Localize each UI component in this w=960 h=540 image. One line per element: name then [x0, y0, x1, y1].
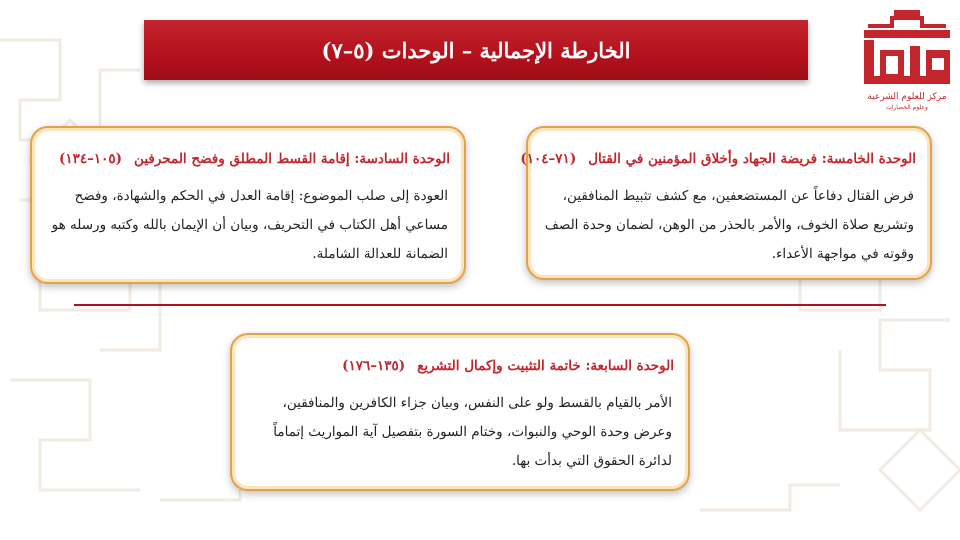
unit-card-7	[230, 333, 690, 491]
unit-card-6	[30, 126, 466, 284]
unit-range: (٧١–١٠٤)	[520, 151, 577, 167]
logo-tagline: وعلوم الحضارات	[886, 104, 928, 111]
unit-body: الأمر بالقيام بالقسط ولو على النفس، وبيان جزاء الكافرين والمنافقين، وعرض وحدة الوحي والنبوات، وختام السورة بتفصيل آية المواريث إتماماً لدائرة الحقوق التي بدأت بها.	[273, 395, 672, 469]
page-title: الخارطة الإجمالية – الوحدات (٥–٧)	[144, 20, 808, 80]
section-divider	[74, 304, 886, 306]
logo-subtitle: مركز للعلوم الشرعية	[867, 92, 947, 102]
unit-card-5	[520, 126, 932, 280]
unit-body: فرض القتال دفاعاً عن المستضعفين، مع كشف تثبيط المنافقين، وتشريع صلاة الخوف، والأمر بالحذر من الوهن، لضمان وحدة الصف وقوته في مواجهة الأعداء.	[544, 188, 914, 262]
unit-range: (١٠٥–١٣٤)	[58, 151, 123, 167]
unit-heading-text: الوحدة السابعة: خاتمة التثبيت وإكمال التشريع	[417, 358, 674, 374]
unit-heading-text: الوحدة الخامسة: فريضة الجهاد وأخلاق المؤمنين في القتال	[588, 151, 916, 167]
unit-range: (١٣٥–١٧٦)	[342, 358, 406, 374]
unit-heading-text: الوحدة السادسة: إقامة القسط المطلق وفضح المحرفين	[134, 151, 450, 167]
unit-body: العودة إلى صلب الموضوع: إقامة العدل في الحكم والشهادة، وفضح مساعي أهل الكتاب في التحريف، وبيان أن الإيمان بالله وكتبه ورسله هو الضمانة للعدالة الشاملة.	[51, 188, 448, 262]
unit-heading	[232, 351, 688, 381]
unit-heading	[520, 144, 930, 174]
unit-heading	[32, 144, 464, 174]
